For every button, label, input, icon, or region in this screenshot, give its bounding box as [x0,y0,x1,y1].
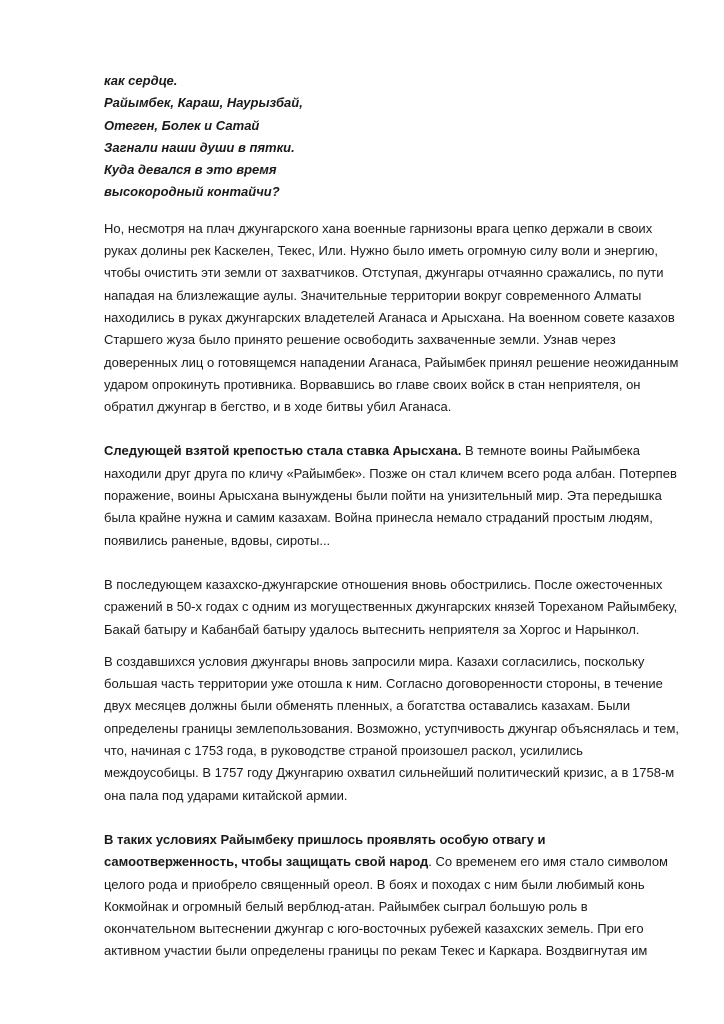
text-line: чтобы очистить эти земли от захватчиков. Отступая, джунгары отчаянно сражались, по пути [104,265,664,281]
text-line: доверенных лиц о готовящемся нападении Аганаса, Райымбек принял решение неожиданным [104,354,679,370]
text-line: она пала под ударами китайской армии. [104,787,348,803]
poem-stanza [104,70,660,204]
poem-line: Загнали наши души в пятки. [104,139,295,155]
text-line: В последующем казахско-джунгарские отношения вновь обострились. После ожесточенных [104,576,663,592]
poem-line: Отеген, Болек и Сатай [104,117,260,133]
paragraph-lead: Следующей взятой крепостью стала ставка Арысхана. [104,443,462,459]
paragraph-5 [104,829,668,963]
text-line: большая часть территории уже отошла к ним. Согласно договоренности стороны, в течение [104,676,663,692]
poem-line: высокородный контайчи? [104,184,280,200]
poem-line: Райымбек, Караш, Наурызбай, [104,95,303,111]
paragraph-4 [104,651,680,807]
text-line: была крайне нужна и самим казахам. Война принесла немало страданий простым людям, [104,510,653,526]
paragraph-2 [104,440,677,551]
text-line [104,851,668,873]
poem-line: как сердце. [104,73,178,88]
text-line: Бакай батыру и Кабанбай батыру удалось вытеснить неприятеля за Хоргос и Нарынкол. [104,621,640,637]
text-line: целого рода и приобрело священный ореол. В боях и походах с ним были любимый конь [104,876,645,892]
text-line: нападая на близлежащие аулы. Значительные территории вокруг современного Алматы [104,287,642,303]
text-line: Старшего жуза было принято решение освободить захваченные земли. Узнав через [104,332,616,348]
paragraph-lead: самоотверженность, чтобы защищать свой народ [104,854,429,870]
text-line: междоусобицы. В 1757 году Джунгарию охватил сильнейший политический кризис, а в 1758-м [104,765,675,781]
poem-line: Куда девался в это время [104,162,277,178]
text-line: двух месяцев должны были обменять пленных, а богатства оставались казахам. Были [104,698,631,714]
text-line: находились в руках джунгарских владетелей Аганаса и Арысхана. На военном совете казахов [104,309,675,325]
text-line: сражений в 50-х годах с одним из могущественных джунгарских князей Тореханом Райымбеку, [104,599,678,615]
text-line: Кокмойнак и огромный белый верблюд-атан. Райымбек сыграл большую роль в [104,898,588,914]
text-line: ударом опрокинуть противника. Ворвавшись во главе своих войск в стан неприятеля, он [104,376,641,392]
text-line [104,440,660,462]
text-line: находили друг друга по кличу «Райымбек». Позже он стал кличем всего рода албан. Потерпев [104,465,677,481]
text-line: появились раненые, вдовы, сироты... [104,532,331,548]
text-line: что, начиная с 1753 года, в руководстве страной произошел раскол, усилились [104,743,583,759]
text-run: . Со временем его имя стало символом [428,854,668,870]
text-line: поражение, воины Арысхана вынуждены были пойти на унизительный мир. Эта передышка [104,488,662,504]
text-run: В темноте воины Райымбека [461,443,641,459]
text-line: Но, несмотря на плач джунгарского хана военные гарнизоны врага цепко держали в своих [104,220,653,236]
text-line: В создавшихся условия джунгары вновь запросили мира. Казахи согласились, поскольку [104,653,645,669]
paragraph-lead-line: В таких условиях Райымбеку пришлось проявлять особую отвагу и [104,831,546,847]
text-line: окончательном вытеснении джунгар с юго-восточных рубежей казахских земель. При его [104,921,644,937]
text-line: обратил джунгар в бегство, и в ходе битвы убил Аганаса. [104,399,452,415]
paragraph-1 [104,218,679,419]
text-line: активном участии были определены границы по рекам Текес и Каркара. Воздвигнутая им [104,943,648,959]
paragraph-3 [104,574,678,641]
text-line: руках долины рек Каскелен, Текес, Или. Нужно было иметь огромную силу воли и энергию, [104,243,658,259]
text-line: определены границы землепользования. Возможно, уступчивость джунгар объяснялась и тем, [104,720,680,736]
